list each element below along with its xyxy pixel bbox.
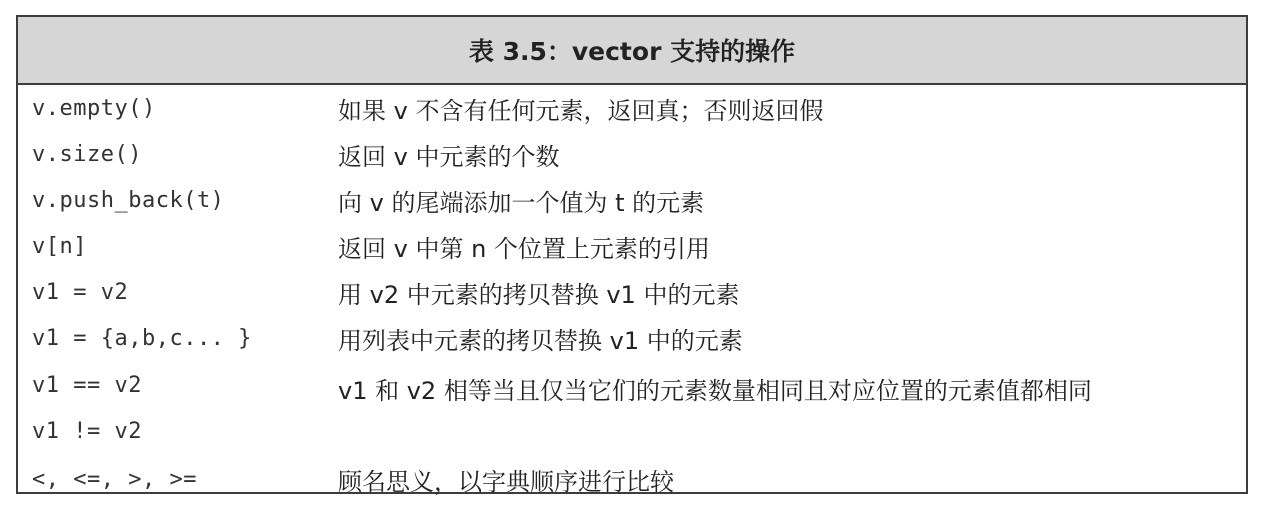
table-body bbox=[18, 85, 1246, 505]
operation-code: v.push_back(t) bbox=[32, 187, 225, 213]
table-row bbox=[18, 85, 1246, 131]
operation-code: v1 = {a,b,c... } bbox=[32, 325, 252, 351]
table-row bbox=[18, 269, 1246, 315]
operation-code: v1 == v2 bbox=[32, 373, 142, 398]
table-row bbox=[18, 361, 1246, 453]
table-row bbox=[18, 315, 1246, 361]
operation-code: <, <=, >, >= bbox=[32, 466, 197, 492]
operation-description: 用 v2 中元素的拷贝替换 v1 中的元素 bbox=[338, 280, 740, 309]
operation-code: v1 = v2 bbox=[32, 279, 129, 305]
operation-description: v1 和 v2 相等当且仅当它们的元素数量相同且对应位置的元素值都相同 bbox=[338, 377, 1092, 405]
table-row bbox=[18, 223, 1246, 269]
operation-description: 向 v 的尾端添加一个值为 t 的元素 bbox=[338, 188, 705, 217]
vector-operations-table bbox=[16, 15, 1248, 494]
operation-code: v[n] bbox=[32, 233, 87, 259]
operation-code: v.size() bbox=[32, 141, 142, 167]
operation-description: 用列表中元素的拷贝替换 v1 中的元素 bbox=[338, 326, 743, 355]
operation-description: 返回 v 中第 n 个位置上元素的引用 bbox=[338, 234, 710, 263]
table-row bbox=[18, 453, 1246, 505]
operation-description: 顾名思义，以字典顺序进行比较 bbox=[338, 467, 674, 496]
table-row bbox=[18, 177, 1246, 223]
operation-description: 返回 v 中元素的个数 bbox=[338, 142, 560, 171]
operation-code-alt: v1 != v2 bbox=[32, 419, 142, 444]
table-caption: 表 3.5：vector 支持的操作 bbox=[18, 17, 1246, 85]
table-row bbox=[18, 131, 1246, 177]
operation-description: 如果 v 不含有任何元素，返回真；否则返回假 bbox=[338, 96, 824, 125]
operation-code: v.empty() bbox=[32, 95, 156, 121]
